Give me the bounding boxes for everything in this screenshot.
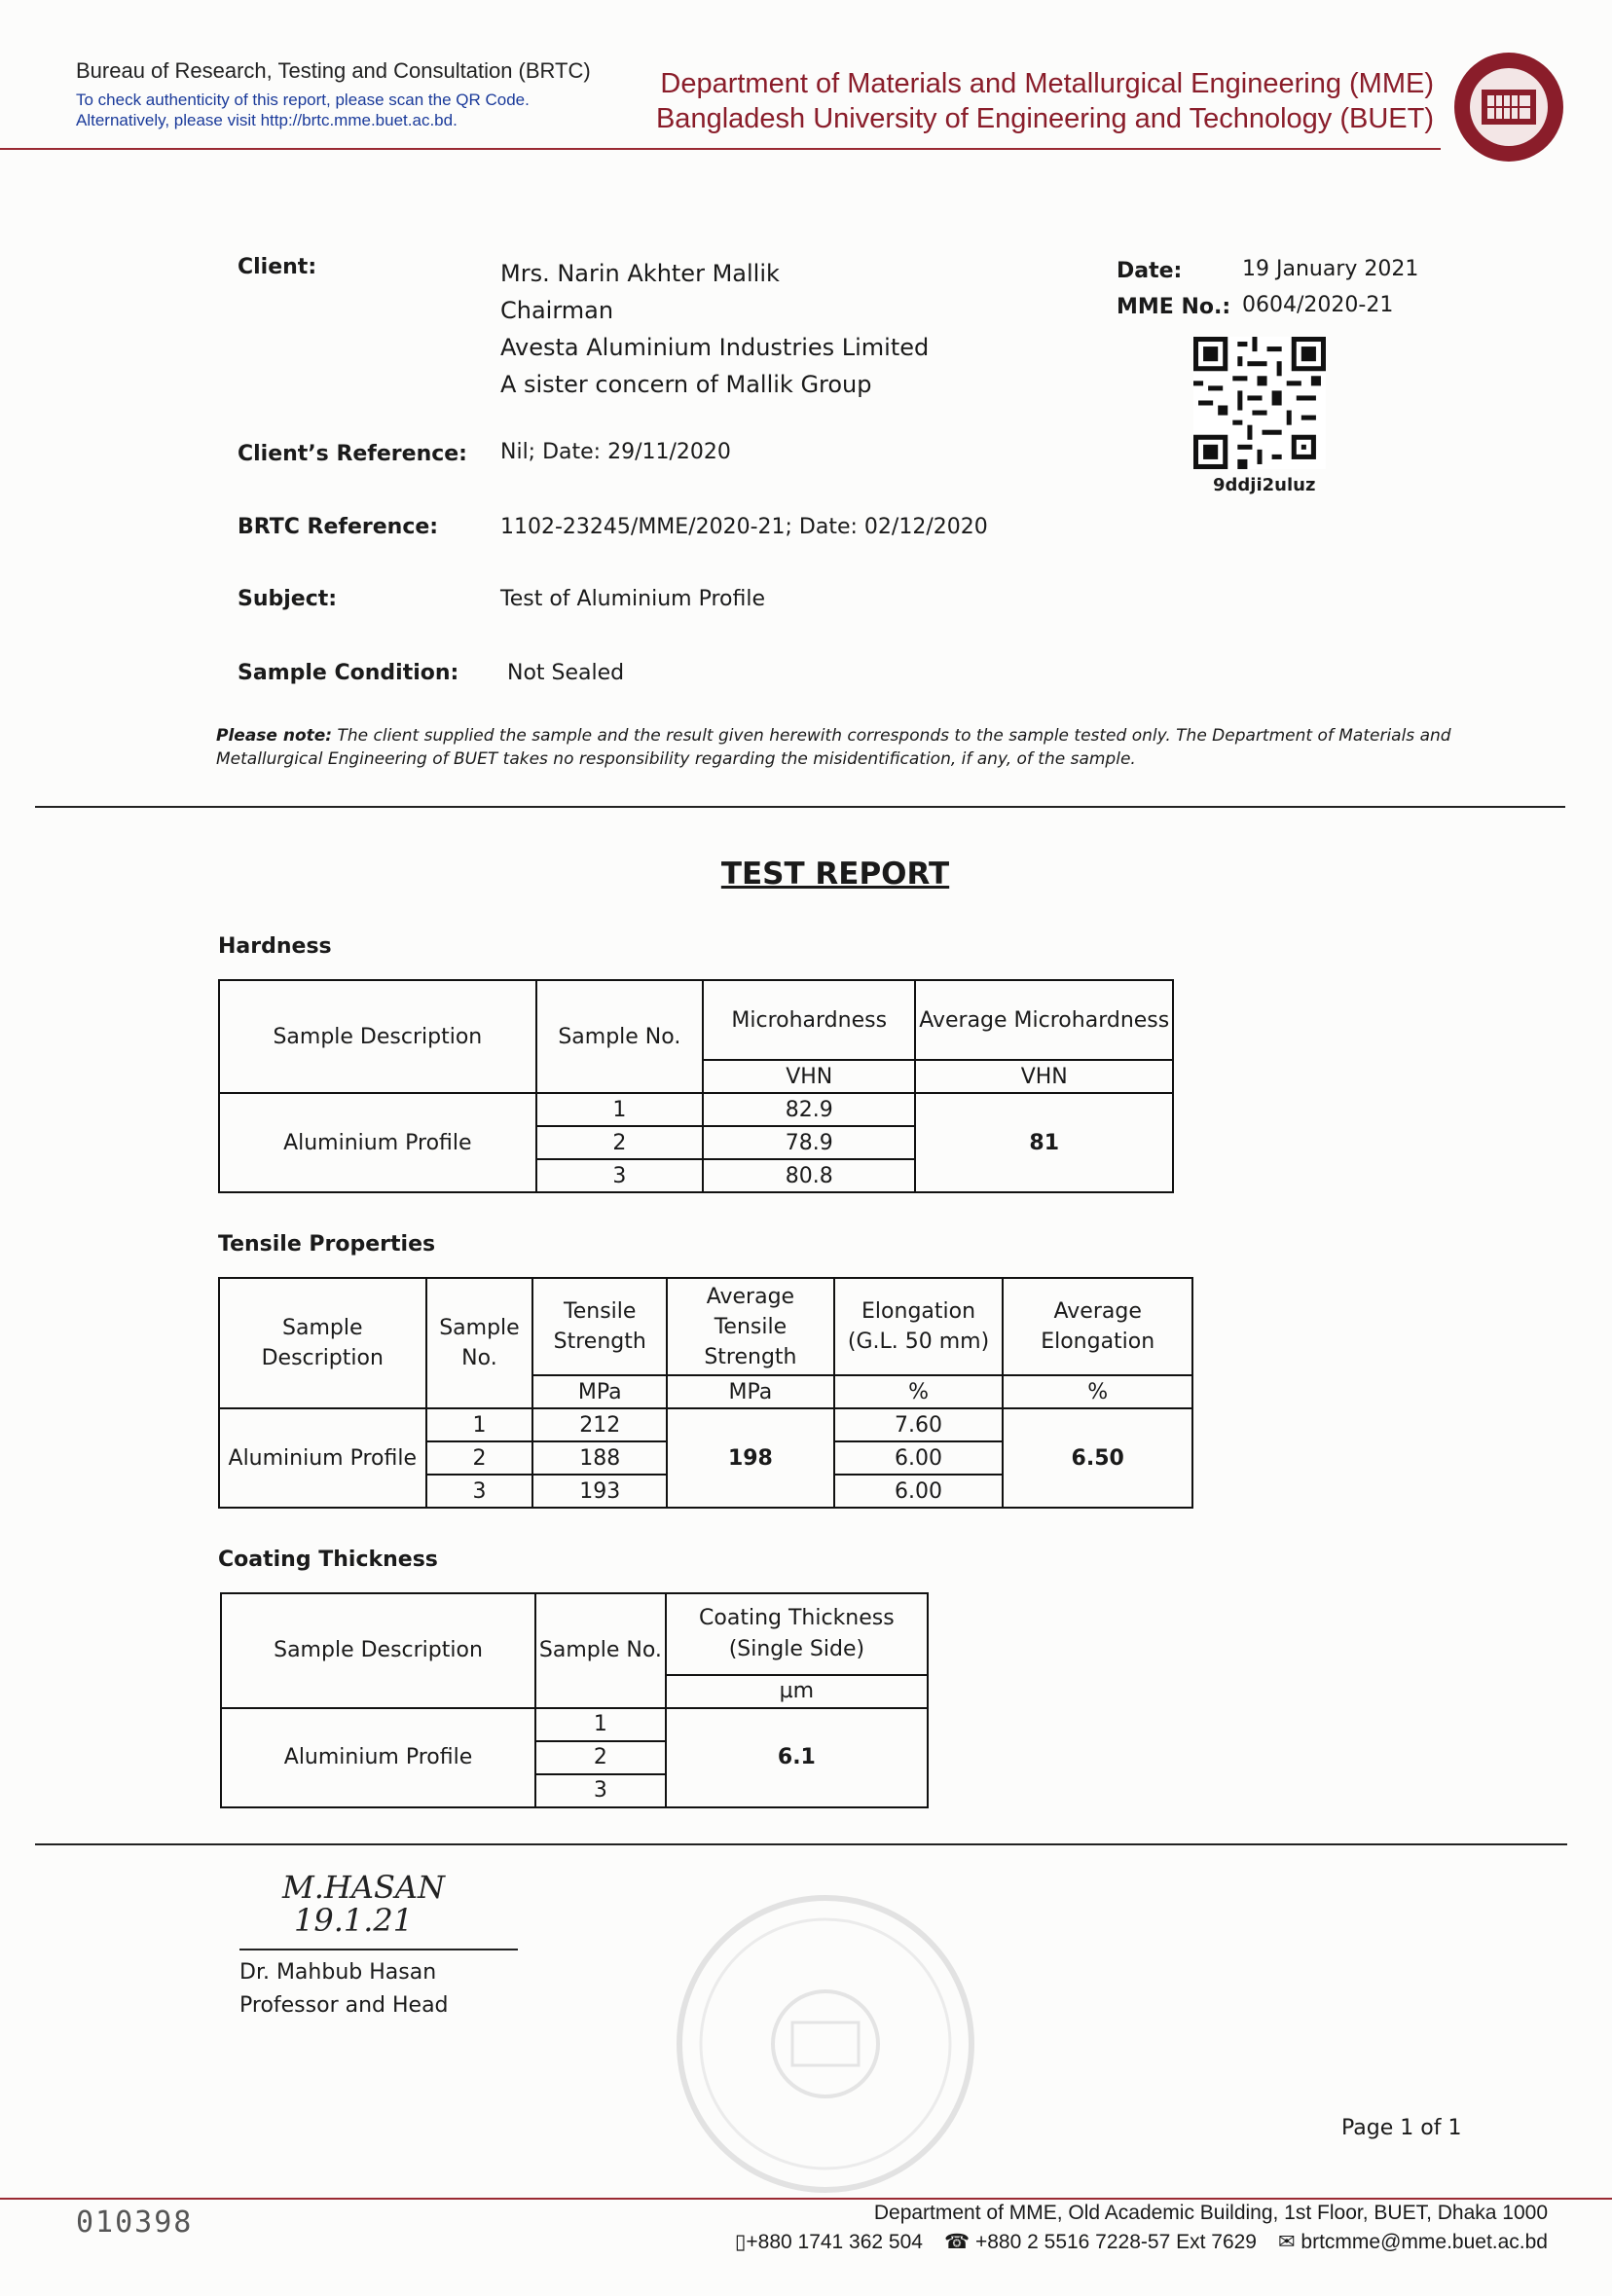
footer-address: Department of MME, Old Academic Building, 1st Floor, BUET, Dhaka 1000: [873, 2202, 1548, 2224]
client-line: Avesta Aluminium Industries Limited: [500, 334, 930, 361]
brtc-reference-label: BRTC Reference:: [238, 515, 439, 539]
hardness-no: 1: [536, 1093, 703, 1126]
hardness-unit-micro: VHN: [703, 1060, 915, 1093]
hardness-table: [218, 979, 1174, 1193]
table-row: [221, 1708, 928, 1741]
hardness-value: 80.8: [703, 1159, 915, 1192]
client-reference-value: Nil; Date: 29/11/2020: [500, 440, 731, 464]
phone-icon: ☎: [943, 2231, 975, 2253]
tensile-unit-avg-el: %: [1003, 1375, 1192, 1408]
email-address[interactable]: brtcmme@mme.buet.ac.bd: [1301, 2231, 1548, 2253]
header-rule: [0, 148, 1441, 150]
tensile-unit-ts: MPa: [532, 1375, 667, 1408]
tensile-ts: 188: [532, 1441, 667, 1475]
coating-no: 3: [535, 1774, 666, 1807]
footer-contacts: [735, 2230, 1548, 2254]
tensile-ts: 193: [532, 1475, 667, 1508]
tensile-header-ts: Tensile Strength: [532, 1278, 667, 1375]
hardness-no: 3: [536, 1159, 703, 1192]
sample-condition-label: Sample Condition:: [238, 661, 459, 685]
date-label: Date:: [1117, 259, 1183, 283]
brtc-reference-value: 1102-23245/MME/2020-21; Date: 02/12/2020: [500, 515, 988, 539]
serial-number: 010398: [76, 2205, 194, 2240]
coating-sample: Aluminium Profile: [221, 1708, 535, 1807]
footer-email[interactable]: [1278, 2230, 1548, 2254]
hardness-unit-avg: VHN: [915, 1060, 1173, 1093]
hardness-header-no: Sample No.: [536, 980, 703, 1093]
phone-number: +880 2 5516 7228-57 Ext 7629: [974, 2231, 1257, 2253]
signatory: [239, 1956, 449, 2023]
signature-date-handwritten: 19.1.21: [294, 1902, 414, 1939]
signature-line: [239, 1949, 518, 1950]
dept-name: Department of Materials and Metallurgical Engineering (MME): [660, 68, 1434, 99]
hardness-no: 2: [536, 1126, 703, 1159]
signatory-title: Professor and Head: [239, 1993, 449, 2018]
coating-no: 1: [535, 1708, 666, 1741]
tensile-header-avg-el: Average Elongation: [1003, 1278, 1192, 1375]
hardness-header-micro: Microhardness: [703, 980, 915, 1060]
alt-note: Alternatively, please visit http://brtc.mme.buet.ac.bd.: [76, 111, 458, 129]
mme-no: 0604/2020-21: [1242, 293, 1394, 317]
mobile-icon: ▯: [734, 2231, 747, 2253]
client-details: [500, 255, 929, 403]
report-date: 19 January 2021: [1242, 257, 1419, 281]
sample-condition-value: Not Sealed: [507, 661, 625, 685]
coating-title: Coating Thickness: [218, 1548, 438, 1572]
university-name: Bangladesh University of Engineering and Technology (BUET): [655, 103, 1434, 134]
tensile-el: 6.00: [834, 1475, 1004, 1508]
mobile-number: +880 1741 362 504: [746, 2231, 923, 2253]
tensile-unit-avg-ts: MPa: [667, 1375, 834, 1408]
qr-caption: 9ddji2uluz: [1213, 475, 1316, 495]
hardness-header-desc: Sample Description: [219, 980, 536, 1093]
coating-header-ct: Coating Thickness (Single Side): [666, 1593, 928, 1675]
tensile-header-avg-ts: Average Tensile Strength: [667, 1278, 834, 1375]
subject-value: Test of Aluminium Profile: [500, 587, 765, 611]
tensile-el: 7.60: [834, 1408, 1004, 1441]
header-left: [76, 58, 591, 130]
tensile-no: 1: [426, 1408, 533, 1441]
disclaimer-note: [216, 724, 1472, 771]
embossed-seal-icon: [670, 1888, 981, 2200]
header-right: [656, 66, 1434, 136]
client-line: Chairman: [500, 297, 614, 324]
tensile-header-desc: Sample Description: [219, 1278, 426, 1408]
footer-mobile: [735, 2230, 923, 2254]
coating-header-desc: Sample Description: [221, 1593, 535, 1708]
coating-table: [220, 1592, 929, 1808]
client-line: A sister concern of Mallik Group: [500, 371, 872, 398]
section-rule: [35, 1843, 1567, 1845]
client-label: Client:: [238, 255, 317, 279]
coating-header-no: Sample No.: [535, 1593, 666, 1708]
coating-no: 2: [535, 1741, 666, 1774]
tensile-header-el: Elongation (G.L. 50 mm): [834, 1278, 1004, 1375]
client-line: Mrs. Narin Akhter Mallik: [500, 260, 780, 287]
table-row: [219, 1093, 1173, 1126]
hardness-header-avg: Average Microhardness: [915, 980, 1173, 1060]
tensile-header-no: Sample No.: [426, 1278, 533, 1408]
note-label: Please note:: [216, 726, 333, 746]
coating-value: 6.1: [666, 1708, 928, 1807]
tensile-table: [218, 1277, 1193, 1509]
tensile-title: Tensile Properties: [218, 1232, 436, 1257]
section-rule: [35, 806, 1565, 808]
qr-code-icon[interactable]: [1193, 337, 1326, 469]
mme-no-label: MME No.:: [1117, 295, 1231, 319]
signatory-name: Dr. Mahbub Hasan: [239, 1960, 437, 1985]
tensile-ts: 212: [532, 1408, 667, 1441]
table-row: [219, 1408, 1192, 1441]
tensile-no: 2: [426, 1441, 533, 1475]
page-number: Page 1 of 1: [1341, 2116, 1462, 2140]
hardness-value: 82.9: [703, 1093, 915, 1126]
signature-name-handwritten: M.HASAN: [282, 1869, 445, 1906]
email-icon: ✉: [1277, 2231, 1301, 2253]
tensile-no: 3: [426, 1475, 533, 1508]
tensile-sample: Aluminium Profile: [219, 1408, 426, 1508]
tensile-el: 6.00: [834, 1441, 1004, 1475]
tensile-unit-el: %: [834, 1375, 1004, 1408]
hardness-sample: Aluminium Profile: [219, 1093, 536, 1192]
hardness-average: 81: [915, 1093, 1173, 1192]
qr-note: To check authenticity of this report, please scan the QR Code.: [76, 91, 530, 109]
client-reference-label: Client’s Reference:: [238, 442, 467, 466]
coating-unit: µm: [666, 1675, 928, 1708]
buet-logo-icon: [1452, 51, 1565, 164]
hardness-title: Hardness: [218, 934, 332, 959]
note-text: The client supplied the sample and the result given herewith corresponds to the sample tested only. The Department of Materials and Metallurgical Engineering of BUET takes no responsibility regarding the misidentification, if any, of the sample.: [216, 726, 1451, 769]
report-title: TEST REPORT: [720, 856, 950, 892]
brtc-name: Bureau of Research, Testing and Consultation (BRTC): [76, 58, 591, 83]
subject-label: Subject:: [238, 587, 338, 611]
footer-rule: [0, 2198, 1612, 2200]
tensile-avg-el: 6.50: [1003, 1408, 1192, 1508]
footer-phone: [944, 2230, 1257, 2254]
tensile-avg-ts: 198: [667, 1408, 834, 1508]
hardness-value: 78.9: [703, 1126, 915, 1159]
